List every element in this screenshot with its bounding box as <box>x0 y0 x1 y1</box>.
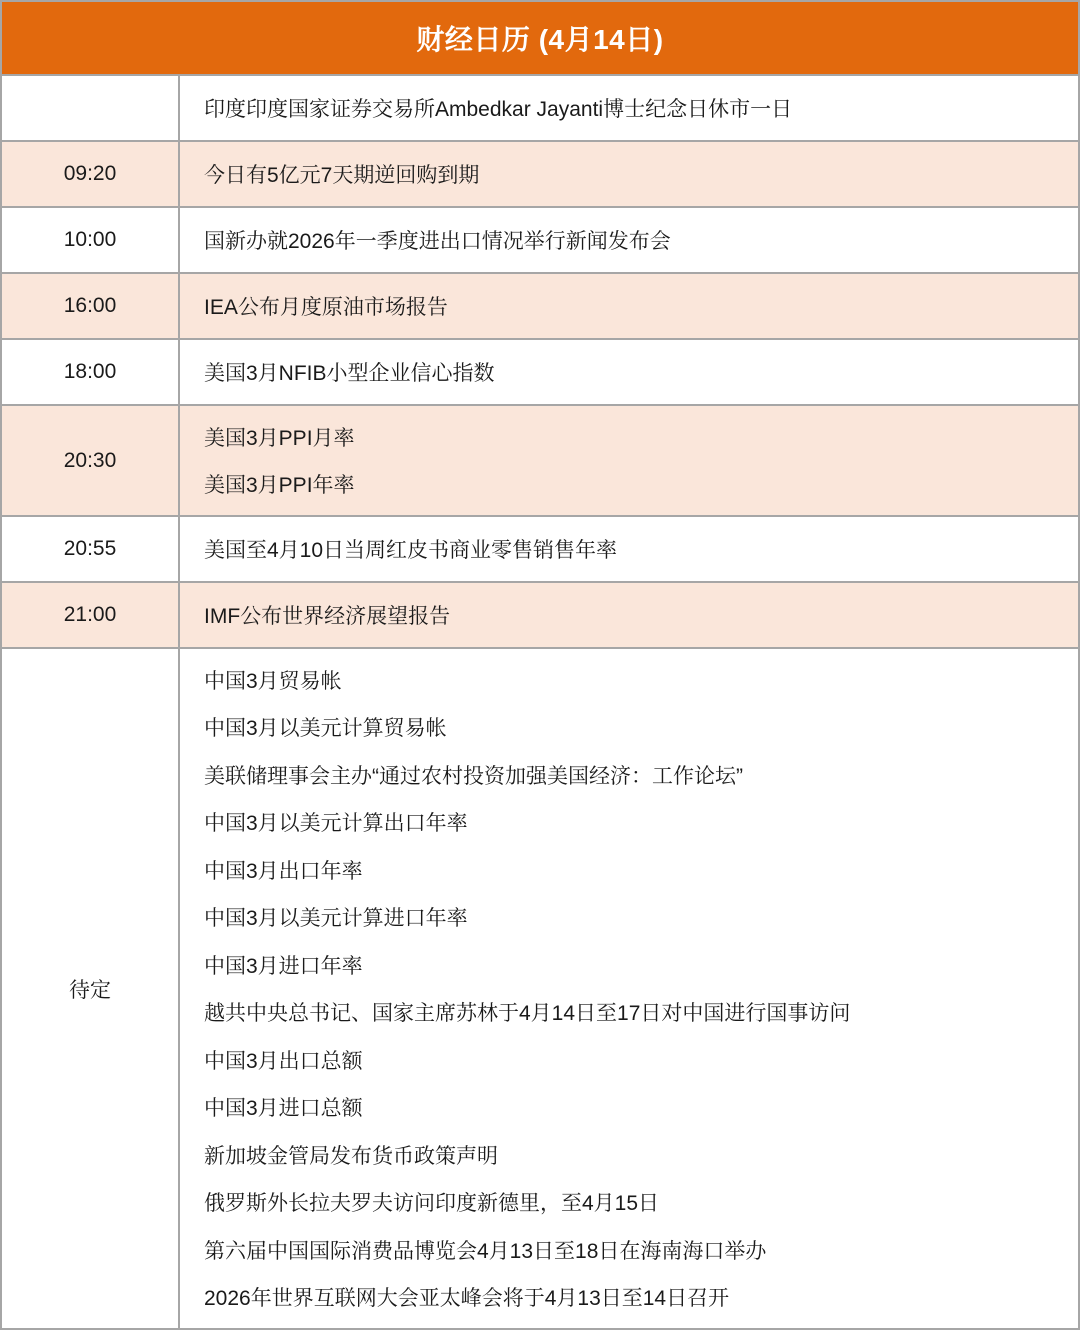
event-text: 美国3月PPI月率 <box>204 426 355 450</box>
calendar-row <box>2 515 1078 581</box>
event-cell <box>180 406 1078 515</box>
event-text: 中国3月进口年率 <box>204 954 363 978</box>
calendar-title: 财经日历 (4月14日) <box>2 2 1078 74</box>
event-text: 越共中央总书记、国家主席苏林于4月14日至17日对中国进行国事访问 <box>204 1002 851 1026</box>
event-text: 国新办就2026年一季度进出口情况举行新闻发布会 <box>204 230 671 253</box>
time-cell: 18:00 <box>2 340 180 404</box>
event-text: 中国3月进口总额 <box>204 1097 363 1121</box>
event-text: 2026年世界互联网大会亚太峰会将于4月13日至14日召开 <box>204 1287 730 1311</box>
event-cell <box>180 208 1078 272</box>
time-cell: 20:30 <box>2 406 180 515</box>
event-cell <box>180 583 1078 647</box>
event-cell <box>180 517 1078 581</box>
event-text: 中国3月出口总额 <box>204 1049 363 1073</box>
calendar-row <box>2 338 1078 404</box>
event-text: 今日有5亿元7天期逆回购到期 <box>204 164 480 187</box>
event-text: 美国至4月10日当周红皮书商业零售销售年率 <box>204 539 618 562</box>
time-cell: 09:20 <box>2 142 180 206</box>
event-text: 中国3月贸易帐 <box>204 669 342 693</box>
event-cell <box>180 142 1078 206</box>
event-text: 中国3月以美元计算贸易帐 <box>204 717 447 741</box>
calendar-row <box>2 206 1078 272</box>
event-cell <box>180 340 1078 404</box>
event-cell <box>180 649 1078 1328</box>
event-text: 中国3月出口年率 <box>204 859 363 883</box>
event-text: 美联储理事会主办“通过农村投资加强美国经济：工作论坛” <box>204 764 743 788</box>
time-cell: 21:00 <box>2 583 180 647</box>
calendar-row <box>2 581 1078 647</box>
time-cell: 20:55 <box>2 517 180 581</box>
event-cell <box>180 274 1078 338</box>
event-text: 新加坡金管局发布货币政策声明 <box>204 1144 498 1168</box>
event-text: 美国3月NFIB小型企业信心指数 <box>204 362 495 385</box>
event-text: 第六届中国国际消费品博览会4月13日至18日在海南海口举办 <box>204 1239 767 1263</box>
calendar-row <box>2 74 1078 140</box>
event-cell <box>180 76 1078 140</box>
event-text: 俄罗斯外长拉夫罗夫访问印度新德里，至4月15日 <box>204 1192 660 1216</box>
time-cell <box>2 76 180 140</box>
calendar-row <box>2 647 1078 1328</box>
calendar-row <box>2 272 1078 338</box>
event-text: 中国3月以美元计算进口年率 <box>204 907 468 931</box>
event-text: IEA公布月度原油市场报告 <box>204 296 448 319</box>
time-cell: 待定 <box>2 649 180 1328</box>
event-text: 美国3月PPI年率 <box>204 474 355 498</box>
calendar-table <box>2 74 1078 1328</box>
event-text: 印度印度国家证券交易所Ambedkar Jayanti博士纪念日休市一日 <box>204 98 793 121</box>
calendar-row <box>2 140 1078 206</box>
time-cell: 10:00 <box>2 208 180 272</box>
time-cell: 16:00 <box>2 274 180 338</box>
calendar-row <box>2 404 1078 515</box>
event-text: 中国3月以美元计算出口年率 <box>204 812 468 836</box>
event-text: IMF公布世界经济展望报告 <box>204 605 451 628</box>
